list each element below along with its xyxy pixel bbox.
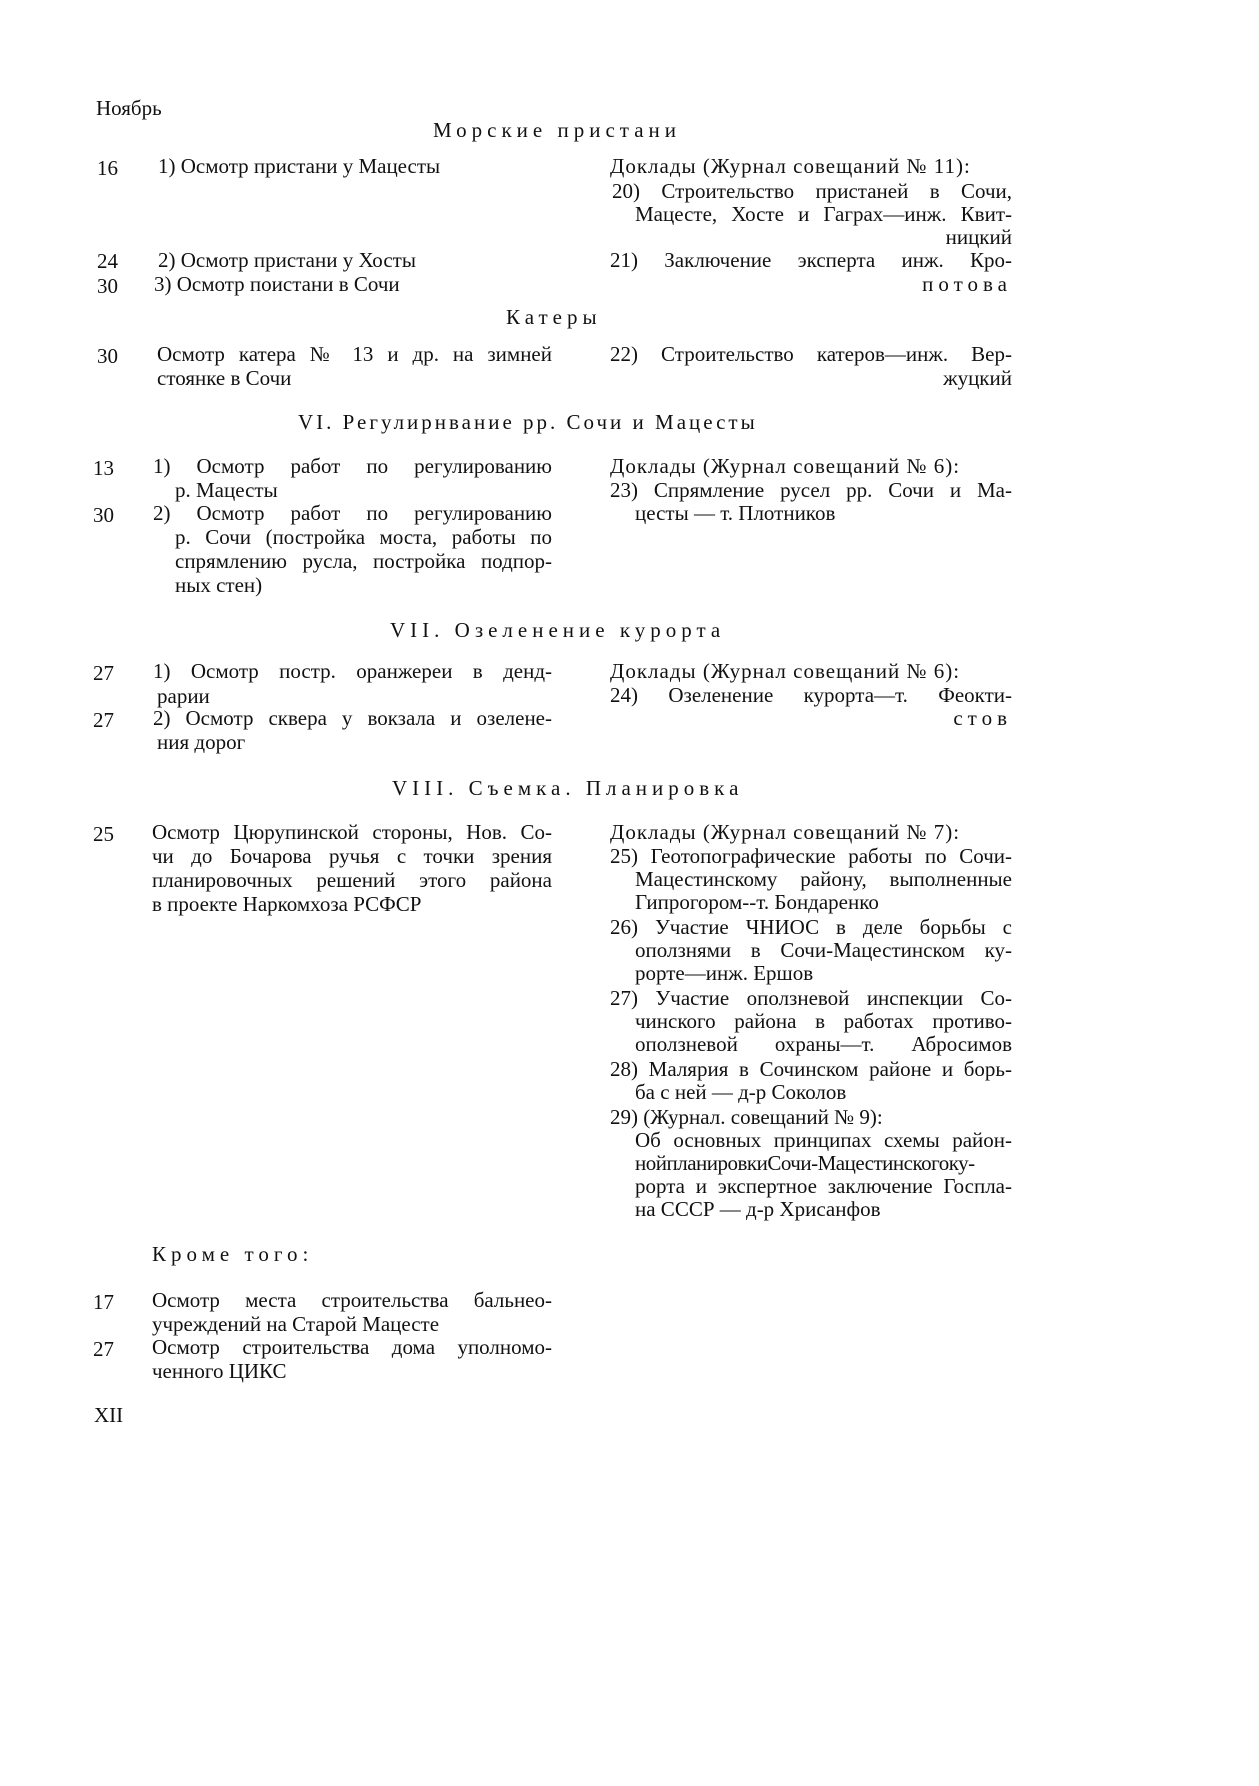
inspection-item: 2) Осмотр пристани у Хосты bbox=[158, 248, 416, 272]
inspection-item: спрямлению русла, постройка подпор- bbox=[175, 549, 552, 573]
report-line: 26) Участие ЧНИОС в деле борьбы с bbox=[610, 915, 1012, 939]
day: 30 bbox=[97, 274, 118, 298]
inspection-item: рарии bbox=[157, 684, 210, 708]
inspection-item: ченного ЦИКС bbox=[152, 1359, 287, 1383]
inspection-item: 1) Осмотр работ по регулированию bbox=[153, 454, 552, 478]
inspection-item: Осмотр катера № 13 и др. на зимней bbox=[157, 342, 552, 366]
report-line: 22) Строительство катеров—инж. Вер- bbox=[610, 342, 1012, 366]
section-title-additionally: Кроме того: bbox=[152, 1242, 314, 1266]
report-line: 27) Участие оползневой инспекции Со- bbox=[610, 986, 1012, 1010]
reports-heading: Доклады (Журнал совещаний № 7): bbox=[610, 820, 961, 844]
inspection-item: 3) Осмотр поистани в Сочи bbox=[154, 272, 400, 296]
day: 25 bbox=[93, 822, 114, 846]
report-line: рорте—инж. Ершов bbox=[635, 961, 814, 985]
day: 30 bbox=[97, 344, 118, 368]
report-line: ницкий bbox=[945, 225, 1012, 249]
report-line: рорта и экспертное заключение Госпла- bbox=[635, 1174, 1012, 1198]
inspection-item: планировочных решений этого района bbox=[152, 868, 552, 892]
inspection-item: ных стен) bbox=[175, 573, 263, 597]
report-line: оползнями в Сочи-Мацестинском ку- bbox=[635, 938, 1012, 962]
report-line: цесты — т. Плотников bbox=[635, 501, 836, 525]
report-line: 23) Спрямление русел рр. Сочи и Ма- bbox=[610, 478, 1012, 502]
inspection-item: учреждений на Старой Мацесте bbox=[152, 1312, 440, 1336]
report-line: ба с ней — д-р Соколов bbox=[635, 1080, 847, 1104]
section-title-piers: Морские пристани bbox=[433, 118, 682, 142]
inspection-item: ния дорог bbox=[157, 730, 246, 754]
day: 24 bbox=[97, 249, 118, 273]
day: 13 bbox=[93, 456, 114, 480]
day: 30 bbox=[93, 503, 114, 527]
inspection-item: Осмотр места строительства бальнео- bbox=[152, 1288, 552, 1312]
report-line: Мацесте, Хосте и Гаграх—инж. Квит- bbox=[635, 202, 1012, 226]
reports-heading: Доклады (Журнал совещаний № 6): bbox=[610, 659, 961, 683]
report-line: 21) Заключение эксперта инж. Кро- bbox=[610, 248, 1012, 272]
reports-heading: Доклады (Журнал совещаний № 6): bbox=[610, 454, 961, 478]
report-line: потова bbox=[922, 272, 1012, 296]
inspection-item: 1) Осмотр постр. оранжереи в денд- bbox=[153, 659, 552, 683]
inspection-item: в проекте Наркомхоза РСФСР bbox=[152, 892, 422, 916]
report-line: 28) Малярия в Сочинском районе и борь- bbox=[610, 1057, 1012, 1081]
section-title-survey: VIII. Съемка. Планировка bbox=[392, 776, 744, 800]
report-line: чинского района в работах противо- bbox=[635, 1009, 1012, 1033]
day: 16 bbox=[97, 156, 118, 180]
inspection-item: стоянке в Сочи bbox=[157, 366, 292, 390]
report-line: 29) (Журнал. совещаний № 9): bbox=[610, 1105, 883, 1129]
report-line: стов bbox=[953, 706, 1012, 730]
page-number: XII bbox=[94, 1403, 124, 1427]
reports-heading: Доклады (Журнал совещаний № 11): bbox=[610, 154, 971, 178]
inspection-item: Осмотр строительства дома уполномо- bbox=[152, 1335, 552, 1359]
day: 27 bbox=[93, 1337, 114, 1361]
report-line: Мацестинскому району, выполненные bbox=[635, 867, 1012, 891]
report-line: нойпланировкиСочи-Мацестинскогоку- bbox=[635, 1151, 975, 1175]
day: 27 bbox=[93, 708, 114, 732]
inspection-item: чи до Бочарова ручья с точки зрения bbox=[152, 844, 552, 868]
inspection-item: 1) Осмотр пристани у Мацесты bbox=[158, 154, 441, 178]
day: 27 bbox=[93, 661, 114, 685]
section-title-boats: Катеры bbox=[506, 305, 602, 329]
inspection-item: 2) Осмотр работ по регулированию bbox=[153, 501, 552, 525]
section-title-regulation: VI. Регулирнвание рр. Сочи и Мацесты bbox=[298, 410, 758, 434]
report-line: Гипрогором--т. Бондаренко bbox=[635, 890, 879, 914]
section-title-greening: VII. Озеленение курорта bbox=[390, 618, 726, 642]
inspection-item: р. Сочи (постройка моста, работы по bbox=[175, 525, 552, 549]
report-line: 24) Озеленение курорта—т. Феокти- bbox=[610, 683, 1012, 707]
report-line: Об основных принципах схемы район- bbox=[635, 1128, 1012, 1152]
report-line: оползневой охраны—т. Абросимов bbox=[635, 1032, 1012, 1056]
inspection-item: 2) Осмотр сквера у вокзала и озелене- bbox=[153, 706, 552, 730]
inspection-item: р. Мацесты bbox=[175, 478, 278, 502]
day: 17 bbox=[93, 1290, 114, 1314]
report-line: 25) Геотопографические работы по Сочи- bbox=[610, 844, 1012, 868]
month-heading: Ноябрь bbox=[96, 96, 162, 120]
inspection-item: Осмотр Цюрупинской стороны, Нов. Со- bbox=[152, 820, 552, 844]
report-line: на СССР — д-р Хрисанфов bbox=[635, 1197, 881, 1221]
report-line: жуцкий bbox=[943, 366, 1012, 390]
report-line: 20) Строительство пристаней в Сочи, bbox=[612, 179, 1012, 203]
